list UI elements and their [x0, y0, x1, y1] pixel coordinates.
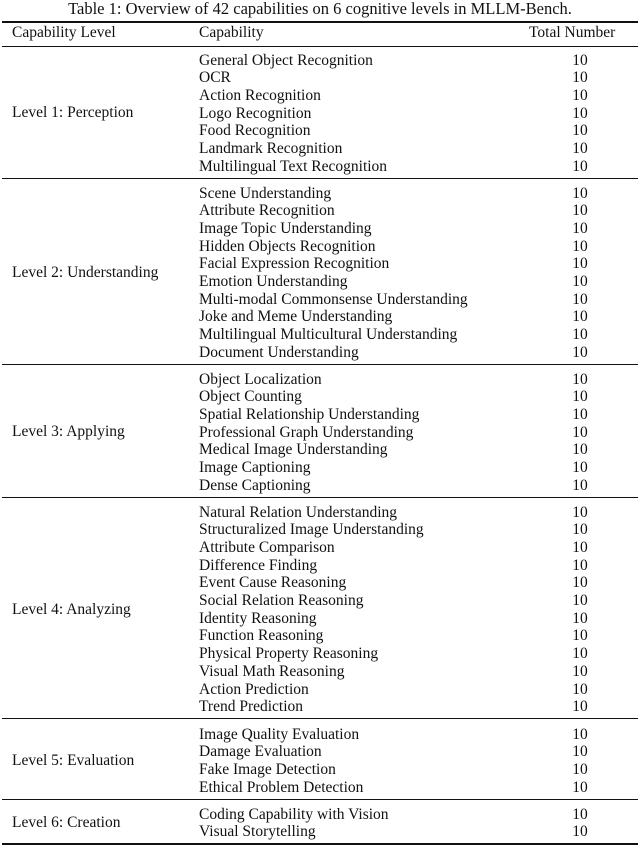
capability-cell: Image Quality Evaluation	[199, 725, 360, 743]
total-number-cell: 10	[572, 609, 588, 627]
level-label: Level 3: Applying	[12, 423, 125, 441]
level-group	[0, 183, 640, 363]
table-row	[0, 574, 640, 592]
table-row	[0, 477, 640, 495]
capability-cell: Visual Storytelling	[199, 823, 316, 841]
total-number-cell: 10	[572, 521, 588, 539]
table-row	[0, 308, 640, 326]
total-number-cell: 10	[572, 219, 588, 237]
table-row	[0, 122, 640, 140]
table-caption: Table 1: Overview of 42 capabilities on 6 cognitive levels in MLLM-Bench.	[68, 0, 572, 18]
total-number-cell: 10	[572, 255, 588, 273]
capability-cell: Multilingual Multicultural Understanding	[199, 326, 458, 344]
table-row	[0, 761, 640, 779]
capability-cell: Attribute Comparison	[199, 538, 335, 556]
total-number-cell: 10	[572, 778, 588, 796]
total-number-cell: 10	[572, 805, 588, 823]
table-row	[0, 610, 640, 628]
table-row	[0, 726, 640, 744]
total-number-cell: 10	[572, 273, 588, 290]
table-row	[0, 220, 640, 238]
table-row	[0, 406, 640, 424]
table-row	[0, 371, 640, 389]
header-capability: Capability	[199, 24, 264, 41]
table-row	[0, 238, 640, 256]
capability-cell: Function Reasoning	[199, 627, 324, 645]
total-number-cell: 10	[572, 680, 588, 698]
capability-cell: Logo Recognition	[199, 104, 312, 122]
total-number-cell: 10	[572, 140, 588, 157]
level-label: Level 2: Understanding	[12, 264, 159, 281]
level-label: Level 6: Creation	[12, 814, 121, 832]
capability-cell: Structuralized Image Understanding	[199, 521, 424, 539]
capability-cell: Coding Capability with Vision	[199, 805, 389, 823]
total-number-cell: 10	[572, 645, 588, 663]
capability-cell: Fake Image Detection	[199, 760, 336, 778]
table-row	[0, 823, 640, 841]
capability-cell: Natural Relation Understanding	[199, 503, 398, 521]
table-row	[0, 255, 640, 273]
capability-cell: Ethical Problem Detection	[199, 778, 364, 796]
table-row	[0, 388, 640, 406]
level-group	[0, 502, 640, 717]
total-number-cell: 10	[572, 423, 588, 441]
total-number-cell: 10	[572, 157, 588, 175]
total-number-cell: 10	[572, 592, 588, 609]
capability-cell: Medical Image Understanding	[199, 441, 388, 459]
capability-cell: Food Recognition	[199, 122, 311, 140]
total-number-cell: 10	[572, 122, 588, 140]
table-row	[0, 698, 640, 716]
group-rule	[2, 364, 638, 365]
level-label: Level 1: Perception	[12, 104, 134, 122]
capability-cell: Physical Property Reasoning	[199, 645, 379, 663]
header-total-number: Total Number	[529, 24, 616, 41]
group-rule	[2, 718, 638, 719]
capability-cell: Joke and Meme Understanding	[199, 308, 393, 326]
capability-cell: Multilingual Text Recognition	[199, 157, 388, 175]
table-row	[0, 806, 640, 824]
capability-cell: Multi-modal Commonsense Understanding	[199, 290, 468, 308]
table-row	[0, 105, 640, 123]
total-number-cell: 10	[572, 308, 588, 326]
total-number-cell: 10	[572, 69, 588, 87]
capability-cell: Image Topic Understanding	[199, 219, 372, 237]
table-row	[0, 69, 640, 87]
level-group	[0, 724, 640, 798]
total-number-cell: 10	[572, 662, 588, 680]
capability-cell: Landmark Recognition	[199, 140, 343, 157]
level-group	[0, 804, 640, 842]
table-row	[0, 291, 640, 309]
table-row	[0, 158, 640, 176]
table-row	[0, 273, 640, 291]
level-label: Level 5: Evaluation	[12, 751, 135, 769]
total-number-cell: 10	[572, 441, 588, 459]
capability-cell: Emotion Understanding	[199, 273, 348, 290]
capability-cell: Object Localization	[199, 370, 322, 388]
capability-cell: Damage Evaluation	[199, 743, 322, 761]
capability-cell: Difference Finding	[199, 556, 318, 574]
capability-cell: Social Relation Reasoning	[199, 592, 364, 609]
table-row	[0, 592, 640, 610]
level-group	[0, 369, 640, 496]
capability-cell: Professional Graph Understanding	[199, 423, 414, 441]
level-group	[0, 50, 640, 177]
capability-cell: Object Counting	[199, 388, 302, 406]
table-row	[0, 557, 640, 575]
table-row	[0, 185, 640, 203]
capability-cell: Trend Prediction	[199, 698, 304, 716]
table-row	[0, 424, 640, 442]
capability-cell: General Object Recognition	[199, 51, 373, 69]
level-label: Level 4: Analyzing	[12, 600, 131, 618]
capability-cell: Identity Reasoning	[199, 609, 317, 627]
total-number-cell: 10	[572, 823, 588, 841]
total-number-cell: 10	[572, 184, 588, 202]
table-row	[0, 521, 640, 539]
group-rule	[2, 799, 638, 800]
group-rule	[2, 497, 638, 498]
capability-cell: Facial Expression Recognition	[199, 255, 390, 273]
total-number-cell: 10	[572, 574, 588, 592]
total-number-cell: 10	[572, 104, 588, 122]
top-rule	[2, 21, 638, 23]
capability-cell: Action Prediction	[199, 680, 309, 698]
bottom-rule	[2, 843, 638, 845]
table-row	[0, 504, 640, 522]
total-number-cell: 10	[572, 459, 588, 476]
group-rule	[2, 178, 638, 179]
table-row	[0, 539, 640, 557]
total-number-cell: 10	[572, 237, 588, 255]
total-number-cell: 10	[572, 556, 588, 574]
table-row	[0, 52, 640, 70]
capability-cell: Event Cause Reasoning	[199, 574, 347, 592]
total-number-cell: 10	[572, 698, 588, 716]
table-row	[0, 627, 640, 645]
capability-cell: Visual Math Reasoning	[199, 662, 345, 680]
table-row	[0, 663, 640, 681]
table-row	[0, 681, 640, 699]
total-number-cell: 10	[572, 538, 588, 556]
capability-cell: Dense Captioning	[199, 476, 311, 494]
capability-cell: Attribute Recognition	[199, 202, 335, 220]
capability-cell: Hidden Objects Recognition	[199, 237, 376, 255]
table-row	[0, 743, 640, 761]
total-number-cell: 10	[572, 51, 588, 69]
total-number-cell: 10	[572, 725, 588, 743]
total-number-cell: 10	[572, 627, 588, 645]
total-number-cell: 10	[572, 476, 588, 494]
table-row	[0, 326, 640, 344]
total-number-cell: 10	[572, 86, 588, 104]
total-number-cell: 10	[572, 760, 588, 778]
total-number-cell: 10	[572, 743, 588, 761]
capability-cell: Document Understanding	[199, 343, 359, 361]
header-rule	[2, 46, 638, 47]
total-number-cell: 10	[572, 202, 588, 220]
total-number-cell: 10	[572, 326, 588, 344]
table-row	[0, 779, 640, 797]
table-row	[0, 87, 640, 105]
total-number-cell: 10	[572, 370, 588, 388]
table-row	[0, 202, 640, 220]
capability-cell: Action Recognition	[199, 86, 321, 104]
total-number-cell: 10	[572, 343, 588, 361]
header-capability-level: Capability Level	[12, 24, 116, 41]
table-row	[0, 344, 640, 362]
capability-cell: Image Captioning	[199, 459, 311, 476]
table-row	[0, 645, 640, 663]
table-row	[0, 441, 640, 459]
capability-cell: Spatial Relationship Understanding	[199, 405, 420, 423]
total-number-cell: 10	[572, 388, 588, 406]
total-number-cell: 10	[572, 290, 588, 308]
capability-cell: OCR	[199, 69, 231, 87]
table-row	[0, 459, 640, 477]
total-number-cell: 10	[572, 503, 588, 521]
table-row	[0, 140, 640, 158]
total-number-cell: 10	[572, 405, 588, 423]
capability-cell: Scene Understanding	[199, 184, 332, 202]
